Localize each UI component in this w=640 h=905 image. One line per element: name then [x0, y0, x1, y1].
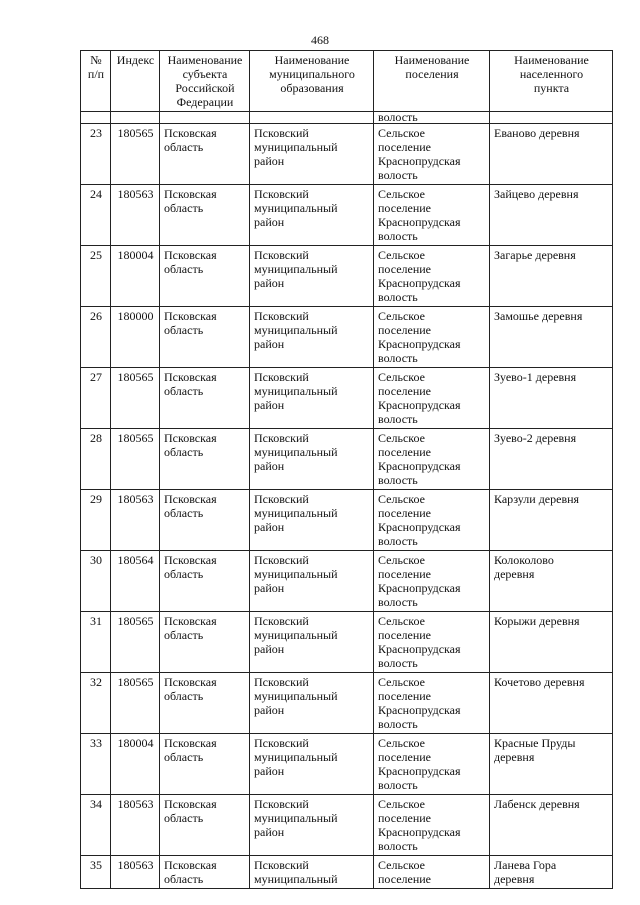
cell-locality: Ланева Гора деревня — [490, 856, 613, 889]
cell-num: 24 — [81, 185, 111, 246]
cell-index: 180000 — [111, 307, 160, 368]
cell-subject: Псковская область — [160, 673, 250, 734]
cell-index: 180564 — [111, 551, 160, 612]
cell-empty — [160, 112, 250, 124]
cell-settlement: Сельское поселение Краснопрудская волость — [374, 734, 490, 795]
cell-index: 180004 — [111, 246, 160, 307]
cell-municipal: Псковский муниципальный район — [250, 246, 374, 307]
cell-settlement: Сельское поселение Краснопрудская волость — [374, 368, 490, 429]
cell-index: 180004 — [111, 734, 160, 795]
cell-num: 31 — [81, 612, 111, 673]
cell-num: 35 — [81, 856, 111, 889]
continuation-row — [81, 112, 613, 124]
localities-table — [80, 50, 613, 889]
cell-index: 180565 — [111, 124, 160, 185]
cell-empty — [111, 112, 160, 124]
cell-empty — [81, 112, 111, 124]
cell-subject: Псковская область — [160, 856, 250, 889]
cell-settlement: Сельское поселение Краснопрудская волость — [374, 612, 490, 673]
cell-num: 27 — [81, 368, 111, 429]
cell-index: 180563 — [111, 856, 160, 889]
cell-locality: Колоколово деревня — [490, 551, 613, 612]
table-row — [81, 124, 613, 185]
cell-empty — [490, 112, 613, 124]
cell-municipal: Псковский муниципальный район — [250, 490, 374, 551]
cell-settlement: Сельское поселение Краснопрудская волость — [374, 551, 490, 612]
table-row — [81, 612, 613, 673]
cell-index: 180563 — [111, 795, 160, 856]
table-row — [81, 368, 613, 429]
table-header-row — [81, 51, 613, 112]
cell-empty — [250, 112, 374, 124]
cell-municipal: Псковский муниципальный район — [250, 368, 374, 429]
cell-num: 28 — [81, 429, 111, 490]
header-locality: Наименование населенного пункта — [490, 51, 613, 112]
cell-municipal: Псковский муниципальный район — [250, 185, 374, 246]
cell-subject: Псковская область — [160, 307, 250, 368]
cell-settlement: Сельское поселение Краснопрудская волость — [374, 490, 490, 551]
cell-municipal: Псковский муниципальный район — [250, 673, 374, 734]
cell-locality: Корыжи деревня — [490, 612, 613, 673]
cell-index: 180565 — [111, 612, 160, 673]
cell-num: 32 — [81, 673, 111, 734]
cell-index: 180563 — [111, 185, 160, 246]
cell-municipal: Псковский муниципальный — [250, 856, 374, 889]
header-settlement: Наименование поселения — [374, 51, 490, 112]
cell-municipal: Псковский муниципальный район — [250, 551, 374, 612]
cell-locality: Замошье деревня — [490, 307, 613, 368]
cell-index: 180565 — [111, 368, 160, 429]
cell-locality: Красные Пруды деревня — [490, 734, 613, 795]
cell-municipal: Псковский муниципальный район — [250, 307, 374, 368]
cell-num: 25 — [81, 246, 111, 307]
cell-subject: Псковская область — [160, 246, 250, 307]
cell-locality: Зайцево деревня — [490, 185, 613, 246]
cell-settlement: Сельское поселение — [374, 856, 490, 889]
cell-locality: Лабенск деревня — [490, 795, 613, 856]
table-row — [81, 551, 613, 612]
header-num: № п/п — [81, 51, 111, 112]
header-municipal: Наименование муниципального образования — [250, 51, 374, 112]
table-row — [81, 734, 613, 795]
cell-settlement: Сельское поселение Краснопрудская волость — [374, 124, 490, 185]
cell-subject: Псковская область — [160, 612, 250, 673]
cell-subject: Псковская область — [160, 795, 250, 856]
cell-index: 180565 — [111, 429, 160, 490]
cell-settlement: Сельское поселение Краснопрудская волость — [374, 429, 490, 490]
cell-num: 34 — [81, 795, 111, 856]
cell-municipal: Псковский муниципальный район — [250, 429, 374, 490]
cell-settlement: Сельское поселение Краснопрудская волость — [374, 307, 490, 368]
cell-subject: Псковская область — [160, 429, 250, 490]
cell-municipal: Псковский муниципальный район — [250, 795, 374, 856]
cell-subject: Псковская область — [160, 490, 250, 551]
table-row — [81, 246, 613, 307]
table-row — [81, 307, 613, 368]
cell-municipal: Псковский муниципальный район — [250, 734, 374, 795]
cell-index: 180563 — [111, 490, 160, 551]
cell-index: 180565 — [111, 673, 160, 734]
cell-subject: Псковская область — [160, 185, 250, 246]
table-row — [81, 856, 613, 889]
table-row — [81, 185, 613, 246]
cell-num: 29 — [81, 490, 111, 551]
cell-num: 23 — [81, 124, 111, 185]
header-subject: Наименование субъекта Российской Федерации — [160, 51, 250, 112]
cell-subject: Псковская область — [160, 734, 250, 795]
cell-settlement: Сельское поселение Краснопрудская волость — [374, 185, 490, 246]
cell-locality: Загарье деревня — [490, 246, 613, 307]
cell-locality: Еваново деревня — [490, 124, 613, 185]
cell-settlement: Сельское поселение Краснопрудская волость — [374, 246, 490, 307]
table-row — [81, 490, 613, 551]
header-index: Индекс — [111, 51, 160, 112]
continuation-settlement: волость — [374, 112, 490, 124]
cell-municipal: Псковский муниципальный район — [250, 124, 374, 185]
cell-subject: Псковская область — [160, 124, 250, 185]
cell-subject: Псковская область — [160, 551, 250, 612]
table-row — [81, 795, 613, 856]
cell-subject: Псковская область — [160, 368, 250, 429]
cell-locality: Зуево-1 деревня — [490, 368, 613, 429]
table-row — [81, 429, 613, 490]
cell-settlement: Сельское поселение Краснопрудская волость — [374, 673, 490, 734]
cell-locality: Зуево-2 деревня — [490, 429, 613, 490]
cell-locality: Кочетово деревня — [490, 673, 613, 734]
cell-num: 33 — [81, 734, 111, 795]
cell-locality: Карзули деревня — [490, 490, 613, 551]
cell-municipal: Псковский муниципальный район — [250, 612, 374, 673]
cell-num: 26 — [81, 307, 111, 368]
page-number: 468 — [311, 33, 329, 47]
cell-num: 30 — [81, 551, 111, 612]
table-row — [81, 673, 613, 734]
cell-settlement: Сельское поселение Краснопрудская волость — [374, 795, 490, 856]
